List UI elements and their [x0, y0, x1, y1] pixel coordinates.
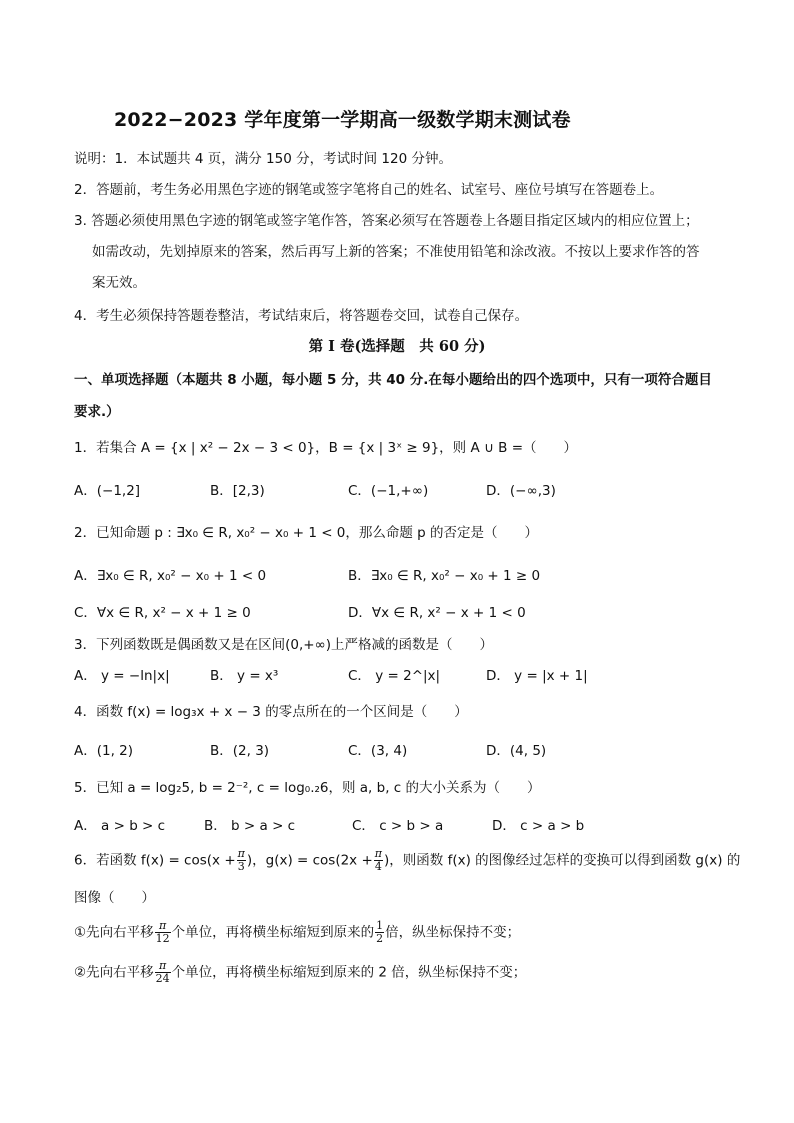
frac-denominator: 24: [155, 972, 170, 985]
frac-numerator: π: [237, 847, 245, 860]
note-3-cont2: 案无效。: [92, 275, 146, 291]
q6-item1-part3: 倍，纵坐标保持不变；: [385, 924, 521, 941]
note-3-cont: 如需改动，先划掉原来的答案，然后再写上新的答案；不准使用铅笔和涂改液。不按以上要求作答的答: [92, 244, 700, 260]
note-3: 3. 答题必须使用黑色字迹的钢笔或签字笔作答，答案必须写在答题卷上各题目指定区域内的相应位置上；: [74, 213, 699, 229]
q2-stem: 2．已知命题 p : ∃x₀ ∈ R, x₀² − x₀ + 1 < 0，那么命题 p 的否定是（ ）: [74, 525, 539, 541]
q2-option-c: C．∀x ∈ R, x² − x + 1 ≥ 0: [74, 605, 251, 621]
q5-option-d: D． c > a > b: [492, 818, 585, 834]
exam-title: 2022−2023 学年度第一学期高一级数学期末测试卷: [114, 109, 571, 131]
fraction-pi-over-3: [237, 848, 246, 873]
frac-numerator: 1: [376, 919, 384, 932]
frac-numerator: π: [155, 960, 171, 973]
q3-stem: 3．下列函数既是偶函数又是在区间(0,+∞)上严格减的函数是（ ）: [74, 637, 494, 653]
q1-option-c: C．(−1,+∞): [348, 483, 429, 499]
q3-option-c: C． y = 2^|x|: [348, 668, 441, 684]
q3-option-d: D． y = |x + 1|: [486, 668, 588, 684]
q5-option-a: A． a > b > c: [74, 818, 166, 834]
q6-item-2: [74, 960, 526, 985]
q4-option-c: C．(3, 4): [348, 743, 408, 759]
q6-item2-part2: 个单位，再将横坐标缩短到原来的 2 倍，纵坐标保持不变；: [171, 964, 527, 981]
fraction-pi-over-24: [155, 960, 171, 985]
q5-stem: 5．已知 a = log₂5, b = 2⁻², c = log₀.₂6，则 a, b, c 的大小关系为（ ）: [74, 780, 541, 796]
q2-option-d: D．∀x ∈ R, x² − x + 1 < 0: [348, 605, 526, 621]
q2-option-a: A．∃x₀ ∈ R, x₀² − x₀ + 1 < 0: [74, 568, 267, 584]
fraction-pi-over-12: [155, 920, 171, 945]
frac-numerator: π: [155, 920, 171, 933]
q6-stem-part1: 6．若函数 f(x) = cos(x +: [74, 852, 236, 869]
q3-option-b: B． y = x³: [210, 668, 279, 684]
q6-stem-part2: )，g(x) = cos(2x +: [246, 852, 373, 869]
q6-item2-part1: ②先向右平移: [74, 964, 154, 981]
frac-denominator: 4: [374, 860, 382, 873]
q4-option-d: D．(4, 5): [486, 743, 547, 759]
q4-option-a: A．(1, 2): [74, 743, 134, 759]
part1-header: 一、单项选择题（本题共 8 小题，每小题 5 分，共 40 分.在每小题给出的四个选项中，只有一项符合题目: [74, 372, 712, 388]
q4-option-b: B．(2, 3): [210, 743, 270, 759]
frac-denominator: 3: [237, 860, 245, 873]
fraction-one-half: [375, 920, 384, 945]
section-title: 第 I 卷(选择题 共 60 分): [308, 338, 486, 355]
q6-item-1: [74, 920, 520, 945]
q6-item1-part1: ①先向右平移: [74, 924, 154, 941]
note-2: 2．答题前，考生务必用黑色字迹的钢笔或签字笔将自己的姓名、试室号、座位号填写在答题卷上。: [74, 182, 664, 198]
q6-stem: [74, 848, 740, 873]
q6-stem-line2: 图像（ ）: [74, 890, 155, 906]
q1-option-b: B．[2,3): [210, 483, 265, 499]
frac-denominator: 2: [376, 932, 384, 945]
q1-option-d: D．(−∞,3): [486, 483, 556, 499]
q5-option-b: B． b > a > c: [204, 818, 296, 834]
fraction-pi-over-4: [374, 848, 383, 873]
q4-stem: 4．函数 f(x) = log₃x + x − 3 的零点所在的一个区间是（ ）: [74, 704, 468, 720]
q3-option-a: A． y = −ln|x|: [74, 668, 170, 684]
frac-numerator: π: [374, 847, 383, 860]
q2-option-b: B．∃x₀ ∈ R, x₀² − x₀ + 1 ≥ 0: [348, 568, 541, 584]
part1-header-cont: 要求.）: [74, 404, 120, 420]
q1-option-a: A．(−1,2]: [74, 483, 141, 499]
frac-denominator: 12: [155, 932, 170, 945]
q5-option-c: C． c > b > a: [352, 818, 444, 834]
note-4: 4．考生必须保持答题卷整洁，考试结束后，将答题卷交回，试卷自己保存。: [74, 308, 529, 324]
q1-stem: 1．若集合 A = {x | x² − 2x − 3 < 0}，B = {x | 3ˣ ≥ 9}，则 A ∪ B =（ ）: [74, 440, 578, 456]
q6-item1-part2: 个单位，再将横坐标缩短到原来的: [171, 924, 375, 941]
q6-stem-part3: )，则函数 f(x) 的图像经过怎样的变换可以得到函数 g(x) 的: [384, 852, 741, 869]
note-1: 说明：1．本试题共 4 页，满分 150 分，考试时间 120 分钟。: [74, 151, 452, 167]
